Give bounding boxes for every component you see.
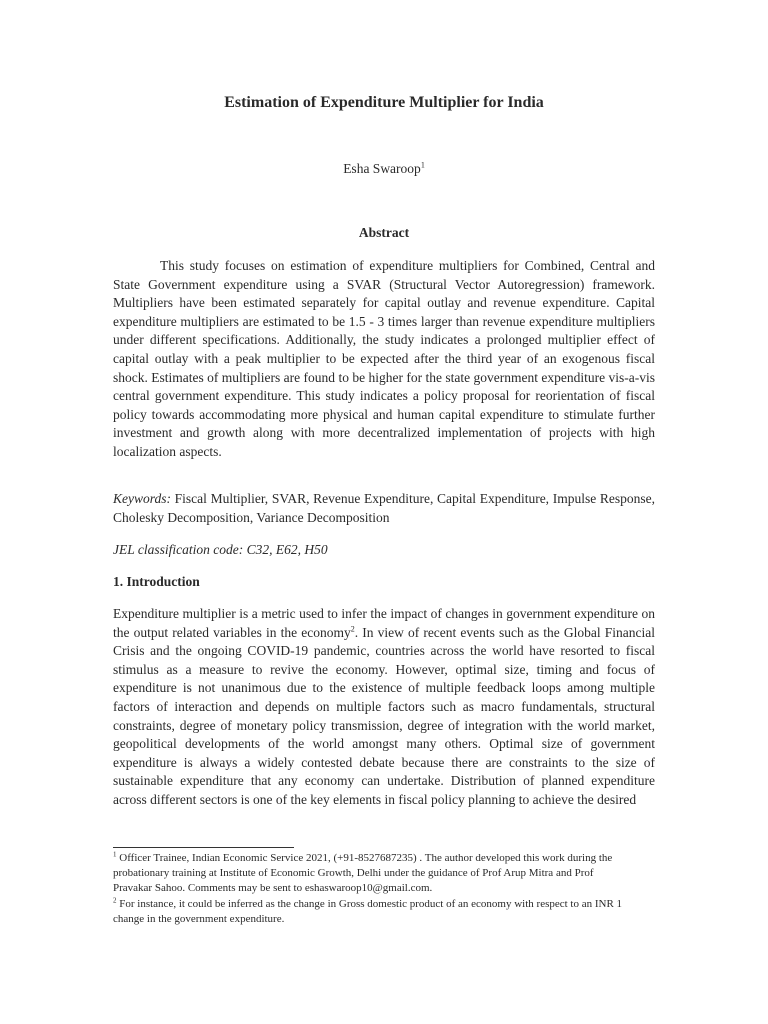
- paper-title: Estimation of Expenditure Multiplier for India: [224, 94, 544, 111]
- footnote-2-mark: 2: [113, 895, 117, 904]
- footnote-1: [113, 851, 633, 897]
- intro-text-part2: . In view of recent events such as the Global Financial Crisis and the ongoing COVID-19 pandemic, countries across the world have resorted to fiscal stimulus as a measure to revive the economy. However, optimal size, timing and focus of expenditure is not unanimous due to the existence of multiple feedback loops among multiple factors of interaction and depends on multiple factors such as macro fundamentals, structural constraints, degree of monetary policy transmission, degree of integration with the world market, geopolitical developments of the world amongst many others. Optimal size of government expenditure is always a widely contested debate because there are constraints to the size of sustainable expenditure that any economy can undertake. Distribution of planned expenditure across different sectors is one of the key elements in fiscal policy planning to achieve the desired: [113, 624, 656, 807]
- jel-classification: JEL classification code: C32, E62, H50: [113, 542, 328, 557]
- footnote-2-text: For instance, it could be inferred as the change in Gross domestic product of an economy with respect to an INR 1 change in the government expenditure.: [113, 897, 623, 925]
- section-heading-introduction: 1. Introduction: [113, 574, 200, 589]
- footnote-1-mark: 1: [113, 850, 117, 859]
- author-footnote-mark: 1: [420, 160, 425, 170]
- footnote-2: [113, 897, 633, 927]
- keywords-paragraph: [113, 490, 655, 527]
- footnote-divider: [113, 847, 294, 848]
- keywords-text: Fiscal Multiplier, SVAR, Revenue Expenditure, Capital Expenditure, Impulse Response, Cholesky Decomposition, Variance Decomposition: [113, 491, 656, 525]
- author-name: Esha Swaroop: [343, 161, 421, 176]
- intro-text-part1: Expenditure multiplier is a metric used to infer the impact of changes in government expenditure on the output related variables in the economy: [113, 606, 655, 640]
- abstract-heading: Abstract: [358, 225, 410, 240]
- introduction-paragraph: [113, 605, 655, 810]
- footnote-1-text: Officer Trainee, Indian Economic Service 2021, (+91-8527687235) . The author developed this work during the probationary training at Institute of Economic Growth, Delhi under the guidance of Prof Arup Mitra and Prof Pravakar Sahoo. Comments may be sent to eshaswaroop10@gmail.com.: [113, 852, 613, 895]
- keywords-label: Keywords:: [113, 491, 171, 506]
- author-line: [0, 161, 768, 177]
- footnotes: [113, 851, 633, 927]
- intro-footnote-mark: 2: [350, 624, 355, 634]
- abstract-body: This study focuses on estimation of expenditure multipliers for Combined, Central and State Government expenditure using a SVAR (Structural Vector Autoregression) framework. Multipliers have been estimated separately for capital outlay and revenue expenditure. Capital expenditure multipliers are estimated to be 1.5 - 3 times larger than revenue expenditure multipliers under different specifications. Additionally, the study indicates a prolonged multiplier effect of capital outlay with a peak multiplier to be expected after the third year of an exogenous fiscal shock. Estimates of multipliers are found to be higher for the state government expenditure vis-a-vis central government expenditure. This study indicates a policy proposal for reorientation of fiscal policy towards accommodating more physical and human capital expenditure to stimulate further investment and growth along with more decentralized implementation of projects with high localization aspects.: [113, 258, 655, 459]
